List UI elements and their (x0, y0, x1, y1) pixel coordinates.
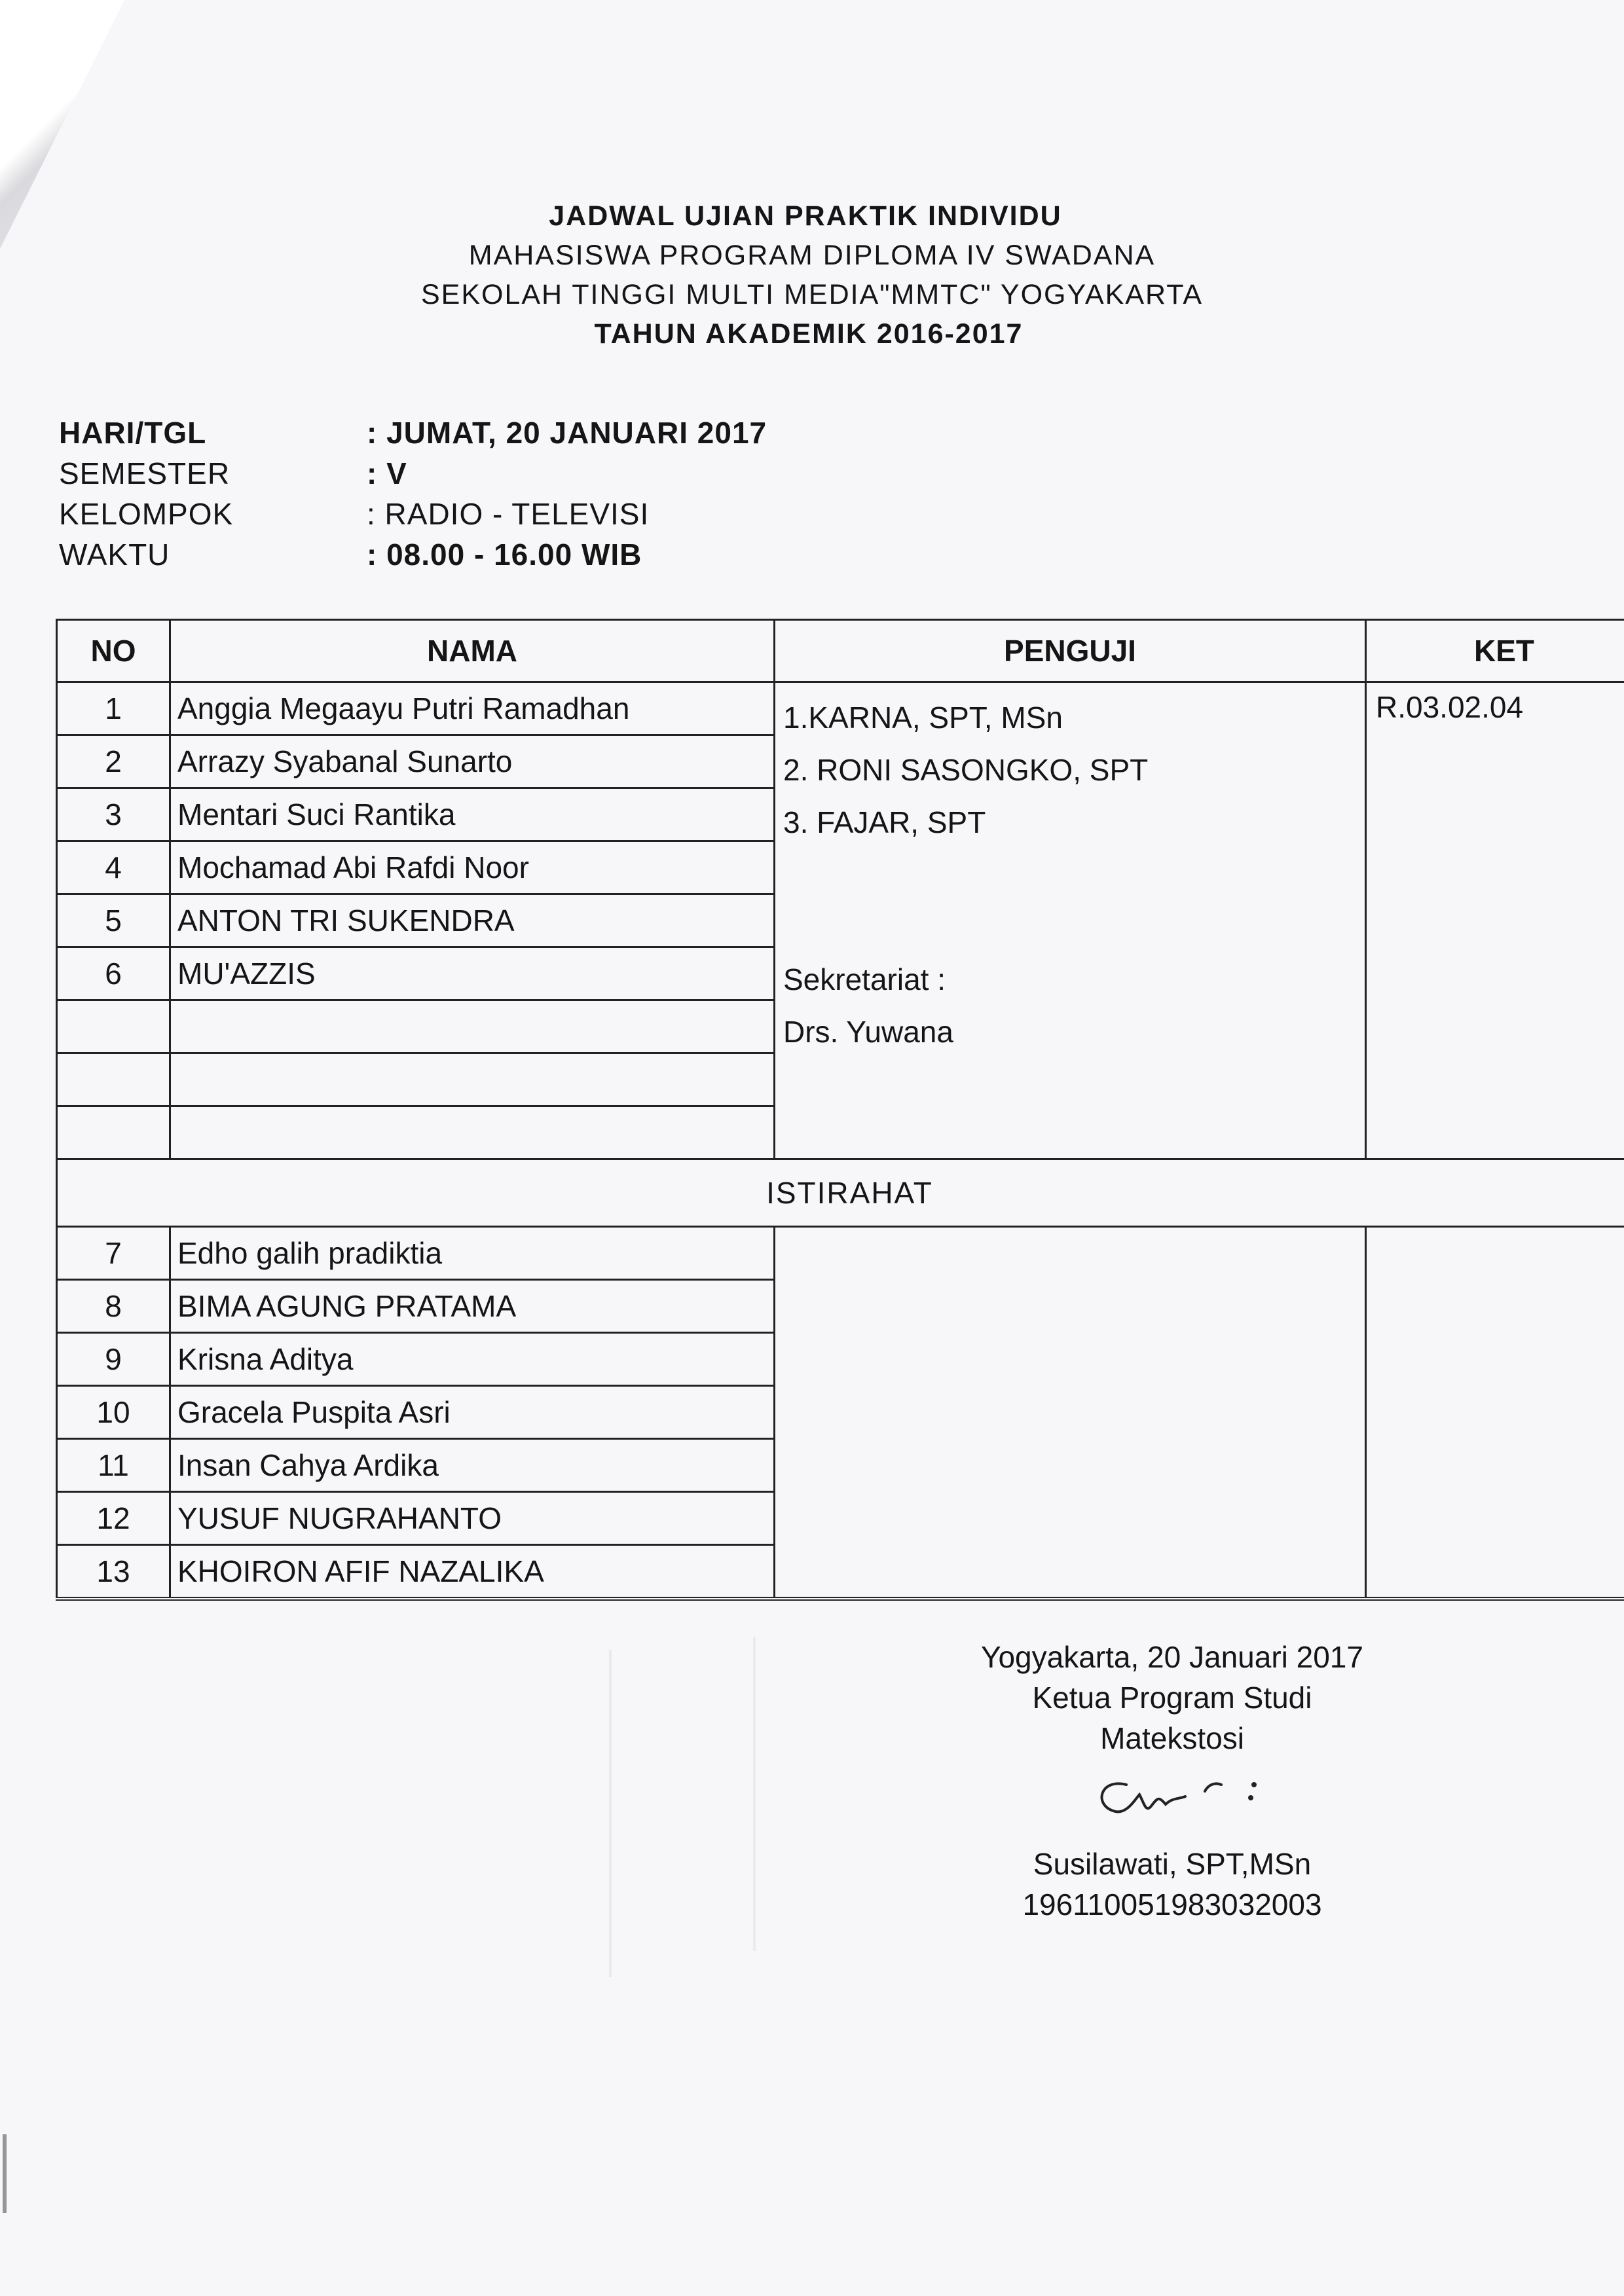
penguji-3: 3. FAJAR, SPT (783, 805, 986, 839)
row-nama: Arrazy Syabanal Sunarto (170, 735, 775, 788)
row-nama: Mentari Suci Rantika (170, 788, 775, 841)
info-value: : JUMAT, 20 JANUARI 2017 (367, 416, 767, 450)
header-no: NO (57, 620, 170, 682)
sign-program: Matekstosi (1100, 1721, 1244, 1755)
info-label: SEMESTER (59, 456, 231, 490)
row-no: 7 (57, 1227, 170, 1280)
row-no: 8 (57, 1280, 170, 1333)
table-row (57, 1227, 1624, 1280)
penguji-1: 1.KARNA, SPT, MSn (783, 701, 1063, 735)
row-no: 9 (57, 1333, 170, 1386)
table-row (57, 682, 1624, 735)
info-row-kelompok (59, 494, 767, 534)
empty-cell (57, 1000, 170, 1053)
empty-cell (170, 1053, 775, 1106)
ket-cell-empty (1366, 1227, 1624, 1599)
info-label: WAKTU (59, 538, 170, 572)
row-no: 4 (57, 841, 170, 894)
row-no: 3 (57, 788, 170, 841)
info-row-waktu (59, 534, 767, 575)
info-value: : 08.00 - 16.00 WIB (367, 538, 642, 572)
title-line-3: SEKOLAH TINGGI MULTI MEDIA"MMTC" YOGYAKARTA (420, 279, 1204, 310)
row-no: 10 (57, 1386, 170, 1439)
scan-artifact (609, 1650, 612, 1977)
row-nama: Gracela Puspita Asri (170, 1386, 775, 1439)
sign-place-date: Yogyakarta, 20 Januari 2017 (981, 1640, 1363, 1674)
empty-cell (170, 1106, 775, 1159)
row-no: 5 (57, 894, 170, 947)
row-nama: MU'AZZIS (170, 947, 775, 1000)
schedule-table (56, 619, 1581, 1601)
info-label: KELOMPOK (59, 497, 234, 531)
row-nama: Edho galih pradiktia (170, 1227, 775, 1280)
info-label: HARI/TGL (59, 416, 207, 450)
title-line-4: TAHUN AKADEMIK 2016-2017 (594, 318, 1024, 350)
penguji-cell-empty (775, 1227, 1366, 1599)
row-no: 11 (57, 1439, 170, 1492)
header-ket: KET (1366, 620, 1624, 682)
sign-name: Susilawati, SPT,MSn (1033, 1847, 1312, 1881)
row-no: 12 (57, 1492, 170, 1545)
sign-position: Ketua Program Studi (1032, 1681, 1312, 1715)
row-no: 1 (57, 682, 170, 735)
sign-nip: 196110051983032003 (1022, 1887, 1322, 1922)
istirahat-label: ISTIRAHAT (57, 1159, 1624, 1227)
signature-block (891, 1637, 1454, 1925)
row-no: 2 (57, 735, 170, 788)
info-row-semester (59, 453, 767, 494)
info-row-hari-tgl (59, 412, 767, 453)
info-value: : RADIO - TELEVISI (367, 497, 650, 531)
sekretariat-label: Sekretariat : (783, 962, 946, 996)
handwritten-signature (891, 1758, 1454, 1837)
title-line-2: MAHASISWA PROGRAM DIPLOMA IV SWADANA (468, 240, 1156, 271)
header-penguji: PENGUJI (775, 620, 1366, 682)
row-no: 13 (57, 1545, 170, 1599)
row-nama: KHOIRON AFIF NAZALIKA (170, 1545, 775, 1599)
table-header-row (57, 620, 1624, 682)
row-nama: ANTON TRI SUKENDRA (170, 894, 775, 947)
empty-cell (57, 1106, 170, 1159)
row-nama: Insan Cahya Ardika (170, 1439, 775, 1492)
row-nama: Krisna Aditya (170, 1333, 775, 1386)
scan-artifact (753, 1637, 756, 1951)
penguji-cell (775, 682, 1366, 1159)
row-nama: Mochamad Abi Rafdi Noor (170, 841, 775, 894)
document-title (0, 196, 1624, 354)
row-nama: BIMA AGUNG PRATAMA (170, 1280, 775, 1333)
row-nama: YUSUF NUGRAHANTO (170, 1492, 775, 1545)
empty-cell (57, 1053, 170, 1106)
title-line-1: JADWAL UJIAN PRAKTIK INDIVIDU (549, 200, 1062, 232)
header-nama: NAMA (170, 620, 775, 682)
info-value: : V (367, 456, 407, 490)
scan-artifact (3, 2134, 7, 2213)
break-row (57, 1159, 1624, 1227)
empty-cell (170, 1000, 775, 1053)
ket-cell: R.03.02.04 (1366, 682, 1624, 1159)
row-no: 6 (57, 947, 170, 1000)
sekretariat-name: Drs. Yuwana (783, 1015, 953, 1049)
penguji-2: 2. RONI SASONGKO, SPT (783, 753, 1149, 787)
row-nama: Anggia Megaayu Putri Ramadhan (170, 682, 775, 735)
exam-info (59, 412, 767, 575)
